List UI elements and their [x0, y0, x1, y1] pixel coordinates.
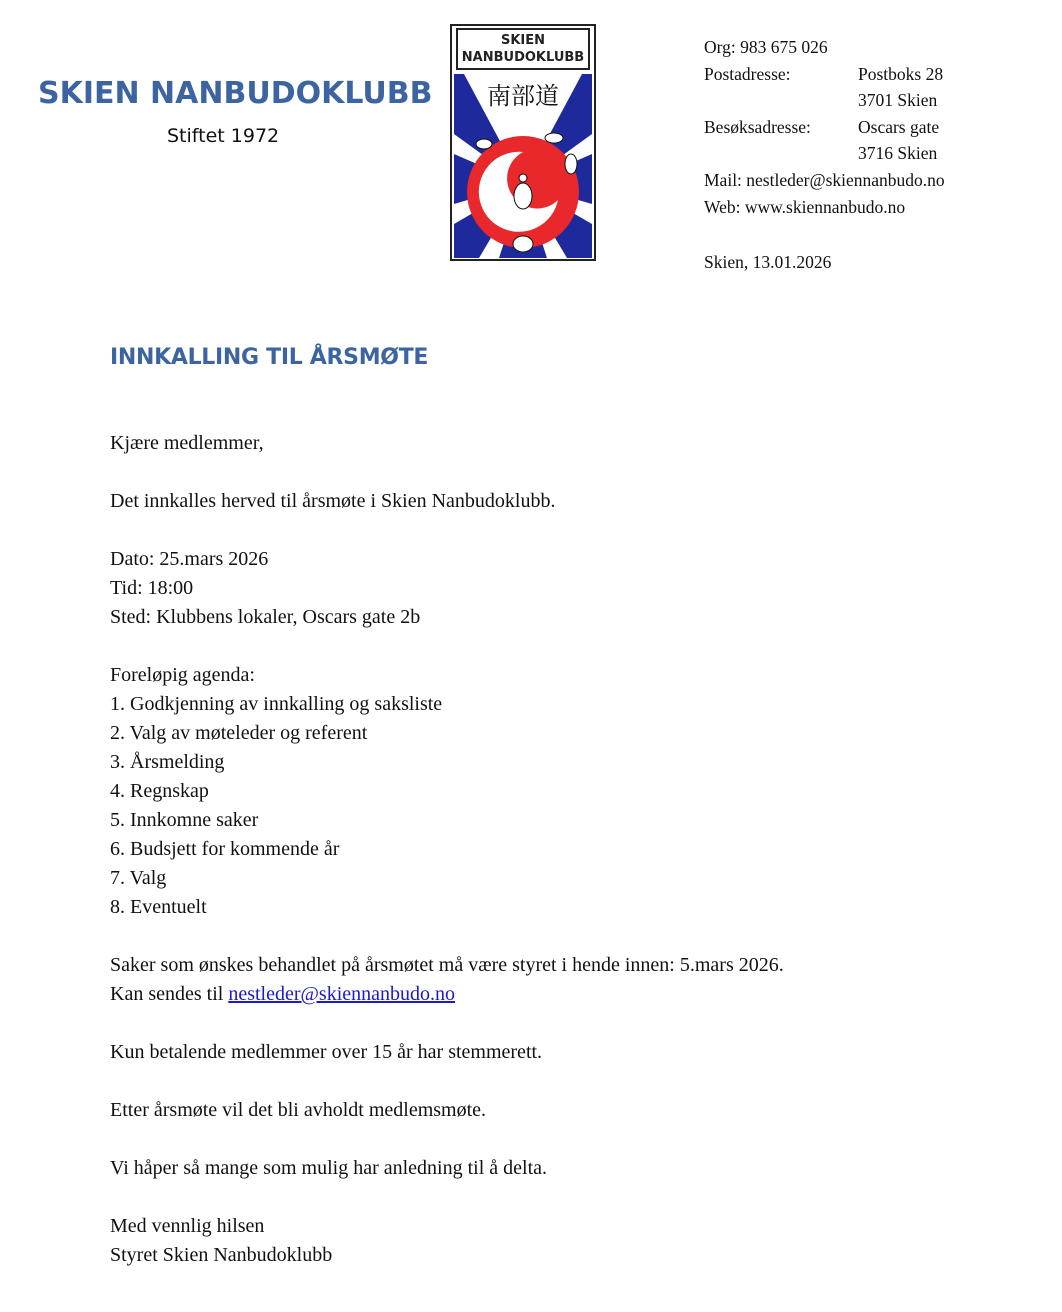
agenda-item: 1. Godkjenning av innkalling og saksliste	[110, 693, 443, 715]
agenda-item: 4. Regnskap	[110, 780, 209, 802]
contact-web: Web: www.skiennanbudo.no	[704, 196, 906, 217]
send-to-line	[110, 980, 1010, 1009]
postal-address-line2: 3701 Skien	[858, 90, 938, 111]
org-number: Org: 983 675 026	[704, 37, 828, 57]
agenda-item: 3. Årsmelding	[110, 751, 225, 773]
letter-body	[110, 342, 1010, 1270]
agenda-heading: Foreløpig agenda:	[110, 664, 255, 686]
postal-address-row	[704, 61, 945, 88]
visit-address-row	[704, 114, 945, 141]
hope-paragraph: Vi håper så mange som mulig har anledning til å delta.	[110, 1157, 548, 1179]
logo-artwork	[454, 74, 592, 258]
founded-text: Stiftet 1972	[167, 125, 280, 147]
meeting-time: Tid: 18:00	[110, 577, 194, 599]
agenda-item: 5. Innkomne saker	[110, 809, 259, 831]
meeting-place: Sted: Klubbens lokaler, Oscars gate 2b	[110, 606, 421, 628]
postal-address-line1: Postboks 28	[858, 63, 944, 84]
agenda-list	[110, 690, 1010, 922]
letter-title: INNKALLING TIL ÅRSMØTE	[110, 345, 429, 370]
club-logo	[450, 24, 596, 261]
visit-address-row-2	[704, 140, 945, 167]
closing: Med vennlig hilsen	[110, 1215, 265, 1237]
agenda-item: 8. Eventuelt	[110, 896, 207, 918]
postal-address-label: Postadresse:	[704, 63, 791, 84]
agenda-item: 2. Valg av møteleder og referent	[110, 722, 368, 744]
greeting: Kjære medlemmer,	[110, 432, 264, 454]
logo-title	[456, 28, 590, 70]
voting-rights: Kun betalende medlemmer over 15 år har stemmerett.	[110, 1041, 543, 1063]
contact-block	[704, 34, 945, 276]
member-meeting-note: Etter årsmøte vil det bli avholdt medlemsmøte.	[110, 1099, 487, 1121]
send-to-prefix: Kan sendes til	[110, 983, 229, 1005]
place-date: Skien, 13.01.2026	[704, 252, 832, 273]
signature: Styret Skien Nanbudoklubb	[110, 1244, 333, 1266]
postal-address-row-2	[704, 87, 945, 114]
visit-address-label: Besøksadresse:	[704, 116, 811, 137]
agenda-item: 6. Budsjett for kommende år	[110, 838, 340, 860]
logo-title-line1: SKIEN	[500, 33, 546, 48]
intro-paragraph: Det innkalles herved til årsmøte i Skien Nanbudoklubb.	[110, 490, 556, 512]
logo-title-line2: NANBUDOKLUBB	[461, 50, 585, 65]
visit-address-line2: 3716 Skien	[858, 143, 938, 164]
contact-mail: Mail: nestleder@skiennanbudo.no	[704, 169, 945, 190]
visit-address-line1: Oscars gate	[858, 116, 940, 137]
deadline-paragraph: Saker som ønskes behandlet på årsmøtet må være styret i hende innen: 5.mars 2026.	[110, 954, 784, 976]
email-link[interactable]: nestleder@skiennanbudo.no	[228, 983, 456, 1005]
meeting-date: Dato: 25.mars 2026	[110, 548, 269, 570]
logo-kanji: 南部道	[487, 82, 559, 110]
club-name: SKIEN NANBUDOKLUBB	[38, 76, 433, 111]
agenda-item: 7. Valg	[110, 867, 167, 889]
